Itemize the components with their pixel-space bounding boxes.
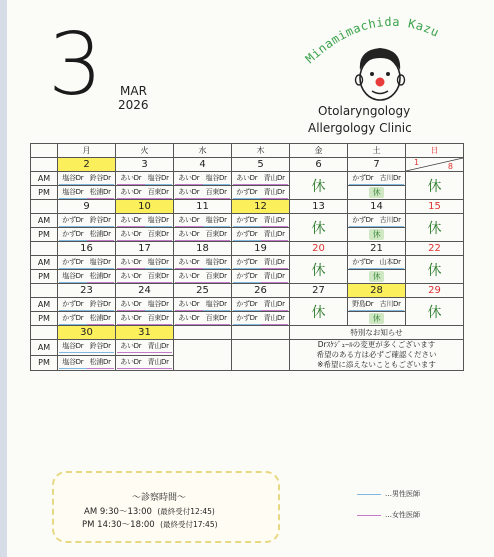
doctor-slot [116,298,174,312]
date-cell [406,242,464,256]
male-line-icon [357,494,381,495]
date-number: 18 [196,243,209,254]
doctor-slot [348,172,406,186]
date-cell [174,284,232,298]
doctor-name: 松浦Dr [87,357,114,369]
doctor-slot [348,214,406,228]
notice-cell [290,340,464,371]
doctor-slot [348,312,406,326]
hours-title: 〜診察時間〜 [132,493,187,503]
doctor-slot [58,298,116,312]
doctor-slot [58,270,116,284]
doctor-slot [232,228,290,242]
date-number: 2 [83,159,90,170]
weekday-wed: 水 [174,144,232,158]
weekday-sat: 土 [348,144,406,158]
doctor-slot [58,186,116,200]
doctor-schedule-calendar [30,143,464,371]
date-cell [58,158,116,172]
doctor-name: 鈴谷Dr [87,215,114,227]
doctor-name: 青山Dr [145,357,172,369]
date-cell [290,200,348,214]
female-line-icon [357,515,381,516]
closed-cell: 休 [290,172,348,200]
doctor-slot [116,340,174,356]
notice-title-row [31,326,464,340]
doctor-face-illustration-icon [350,44,410,106]
year: 2026 [118,98,149,112]
doctor-name: かずDr [349,215,376,227]
doctor-name: 塩谷Dr [59,357,86,369]
doctor-name: 鈴谷Dr [87,173,114,185]
am-row [31,172,464,186]
date-cell [58,284,116,298]
pm-label: PM [31,186,58,200]
doctor-slot [58,340,116,356]
doctor-name: 青山Dr [261,257,288,269]
doctor-name: あいDr [175,313,202,325]
closed-cell: 休 [406,256,464,284]
doctor-slot [58,228,116,242]
doctor-name: 青山Dr [261,173,288,185]
doctor-slot [174,172,232,186]
date-cell [406,158,464,172]
doctor-slot [174,312,232,326]
doctor-slot [116,256,174,270]
doctor-slot [174,270,232,284]
date-cell [116,284,174,298]
date-number: 29 [428,285,441,296]
doctor-slot [116,355,174,371]
empty-cell [232,340,290,371]
doctor-name: あいDr [117,215,144,227]
clinic-name-line2: Allergology Clinic [308,121,412,135]
date-cell [174,200,232,214]
date-cell [116,158,174,172]
doctor-name: 塩谷Dr [203,257,230,269]
doctor-name: かずDr [233,229,260,241]
doctor-name: 鈴谷Dr [87,299,114,311]
am-label: AM [31,256,58,270]
doctor-name: 百束Dr [145,229,172,241]
doctor-name: あいDr [117,271,144,283]
doctor-slot [348,298,406,312]
date-number: 12 [254,201,267,212]
doctor-slot [348,270,406,284]
doctor-name: 塩谷Dr [145,215,172,227]
closed-badge: 休 [369,271,385,282]
doctor-slot [116,214,174,228]
row-label-empty [31,284,58,298]
doctor-name: あいDr [117,173,144,185]
date-number: 26 [254,285,267,296]
doctor-slot [58,256,116,270]
doctor-name: あいDr [117,341,144,353]
date-number: 4 [199,159,206,170]
am-row [31,256,464,270]
date-number: 3 [141,159,148,170]
date-cell [116,242,174,256]
closed-badge: 休 [369,229,385,240]
row-label-empty [31,200,58,214]
month-english: MAR [120,84,147,98]
doctor-slot [174,186,232,200]
date-number: 13 [312,201,325,212]
doctor-name: 塩谷Dr [59,271,86,283]
doctor-name: かずDr [233,299,260,311]
doctor-name: 百束Dr [145,313,172,325]
doctor-name: 塩谷Dr [59,173,86,185]
date-number: 11 [196,201,209,212]
pm-label: PM [31,270,58,284]
empty-cell [232,326,290,340]
date-cell [58,242,116,256]
doctor-slot [232,312,290,326]
doctor-slot [58,355,116,371]
doctor-slot [348,256,406,270]
weekday-thu: 木 [232,144,290,158]
date-cell [348,158,406,172]
weekday-sun: 日 [406,144,464,158]
date-number: 22 [428,243,441,254]
doctor-name: あいDr [117,229,144,241]
doctor-name: 青山Dr [261,187,288,199]
doctor-name: あいDr [175,257,202,269]
doctor-name: 古川Dr [377,173,404,185]
doctor-name: 塩谷Dr [59,187,86,199]
doctor-name: かずDr [233,271,260,283]
doctor-name: あいDr [175,187,202,199]
date-row [31,158,464,172]
date-row [31,200,464,214]
doctor-name: かずDr [59,313,86,325]
am-label: AM [31,172,58,186]
doctor-slot [232,270,290,284]
doctor-slot [232,186,290,200]
doctor-name: あいDr [117,257,144,269]
doctor-slot [174,256,232,270]
date-cell [290,158,348,172]
svg-text:Minamimachida Kazu: Minamimachida Kazu [302,14,442,66]
doctor-slot [174,214,232,228]
doctor-name: 百束Dr [203,313,230,325]
doctor-name: 野島Dr [349,299,376,311]
weekday-mon: 月 [58,144,116,158]
date-number: 14 [370,201,383,212]
weekday-tue: 火 [116,144,174,158]
closed-cell: 休 [406,172,464,200]
doctor-slot [116,312,174,326]
doctor-slot [232,298,290,312]
date-number: 15 [428,201,441,212]
date-cell [174,158,232,172]
empty-cell [174,340,232,371]
page-edge [0,0,7,557]
pm-row [31,270,464,284]
doctor-name: かずDr [349,173,376,185]
doctor-name: かずDr [59,299,86,311]
date-row [31,284,464,298]
weekday-fri: 金 [290,144,348,158]
pm-label: PM [31,355,58,371]
closed-cell: 休 [290,256,348,284]
doctor-name: あいDr [117,357,144,369]
pm-label: PM [31,228,58,242]
doctor-name: 松浦Dr [87,187,114,199]
date-cell [116,326,174,340]
date-number: 31 [138,327,151,338]
legend-female: …女性医師 [357,510,420,520]
doctor-name: 塩谷Dr [203,173,230,185]
closed-cell: 休 [406,298,464,326]
pm-label: PM [31,312,58,326]
doctor-name: 百束Dr [203,271,230,283]
doctor-name: 山本Dr [377,257,404,269]
date-cell [232,284,290,298]
doctor-name: かずDr [59,229,86,241]
row-label-empty [31,242,58,256]
doctor-name: かずDr [233,257,260,269]
month-number: 3 [48,15,103,115]
legend-male: …男性医師 [357,489,420,499]
closed-badge: 休 [369,187,385,198]
doctor-name: 青山Dr [261,215,288,227]
date-number: 9 [83,201,90,212]
doctor-name: あいDr [175,215,202,227]
doctor-slot [58,312,116,326]
date-number: 7 [373,159,380,170]
date-cell [290,242,348,256]
doctor-name: 松浦Dr [87,271,114,283]
doctor-slot [116,186,174,200]
doctor-slot [174,298,232,312]
pm-row [31,228,464,242]
date-cell [406,200,464,214]
date-cell [58,326,116,340]
date-cell [232,158,290,172]
doctor-name: あいDr [117,187,144,199]
doctor-name: かずDr [233,215,260,227]
doctor-slot [232,172,290,186]
closed-badge: 休 [369,313,385,324]
am-row [31,340,464,356]
hours-pm: PM 14:30〜18:00 (最終受付17:45) [82,520,218,530]
doctor-slot [348,186,406,200]
doctor-name: 塩谷Dr [203,215,230,227]
am-row [31,298,464,312]
date-cell [290,284,348,298]
date-number: 8 [447,162,453,171]
date-number: 30 [80,327,93,338]
date-number: 1 [414,158,420,167]
empty-cell [174,326,232,340]
date-number: 24 [138,285,151,296]
row-label-empty [31,326,58,340]
doctor-name: 青山Dr [261,299,288,311]
doctor-slot [116,228,174,242]
date-number: 5 [257,159,264,170]
doctor-name: 百束Dr [203,229,230,241]
doctor-slot [174,228,232,242]
date-cell [58,200,116,214]
am-label: AM [31,214,58,228]
doctor-slot [348,228,406,242]
doctor-name: あいDr [117,313,144,325]
hours-am: AM 9:30〜13:00 (最終受付12:45) [84,507,215,517]
doctor-name: かずDr [233,187,260,199]
doctor-name: 塩谷Dr [59,341,86,353]
closed-cell: 休 [290,214,348,242]
date-number: 19 [254,243,267,254]
date-number: 17 [138,243,151,254]
doctor-slot [232,214,290,228]
pm-row [31,186,464,200]
date-number: 21 [370,243,383,254]
closed-cell: 休 [406,214,464,242]
doctor-name: 塩谷Dr [87,257,114,269]
doctor-slot [116,270,174,284]
date-cell [348,200,406,214]
doctor-slot [58,172,116,186]
date-number: 28 [370,285,383,296]
doctor-name: あいDr [175,299,202,311]
date-row [31,242,464,256]
doctor-name: 古川Dr [377,299,404,311]
date-cell [116,200,174,214]
weekday-header-row [31,144,464,158]
doctor-name: 塩谷Dr [145,257,172,269]
doctor-name: 百束Dr [203,187,230,199]
doctor-name: あいDr [233,173,260,185]
doctor-name: 古川Dr [377,215,404,227]
doctor-name: あいDr [175,271,202,283]
doctor-name: かずDr [349,257,376,269]
doctor-name: あいDr [175,173,202,185]
doctor-name: 鈴谷Dr [87,341,114,353]
doctor-name: 松浦Dr [87,229,114,241]
doctor-slot [58,214,116,228]
date-cell [348,242,406,256]
doctor-name: かずDr [59,215,86,227]
closed-cell: 休 [290,298,348,326]
date-cell [232,200,290,214]
doctor-name: 塩谷Dr [145,299,172,311]
doctor-name: 松浦Dr [87,313,114,325]
notice-text: Drｽｹｼﾞｭｰﾙの変更が多くございます 希望のある方は必ずご確認ください ※希望に添えないこともございます [316,340,437,369]
date-number: 23 [80,285,93,296]
doctor-slot [232,256,290,270]
date-cell [348,284,406,298]
date-number: 16 [80,243,93,254]
doctor-name: かずDr [233,313,260,325]
date-number: 27 [312,285,325,296]
am-label: AM [31,298,58,312]
doctor-name: 青山Dr [261,229,288,241]
doctor-name: 青山Dr [261,313,288,325]
clinic-name-line1: Otolaryngology [318,104,411,118]
doctor-name: 青山Dr [145,341,172,353]
pm-row [31,312,464,326]
am-label: AM [31,340,58,356]
date-cell [232,242,290,256]
row-label-empty [31,158,58,172]
date-cell [174,242,232,256]
date-number: 10 [138,201,151,212]
doctor-name: あいDr [117,299,144,311]
doctor-name: 塩谷Dr [145,173,172,185]
date-number: 20 [312,243,325,254]
doctor-name: 百束Dr [145,271,172,283]
date-number: 6 [315,159,322,170]
doctor-name: あいDr [175,229,202,241]
doctor-name: 青山Dr [261,271,288,283]
doctor-name: 塩谷Dr [203,299,230,311]
doctor-name: かずDr [59,257,86,269]
corner-cell [31,144,58,158]
am-row [31,214,464,228]
doctor-slot [116,172,174,186]
date-cell [406,284,464,298]
doctor-name: 百束Dr [145,187,172,199]
date-number: 25 [196,285,209,296]
notice-title: 特別なお知らせ [290,326,464,340]
